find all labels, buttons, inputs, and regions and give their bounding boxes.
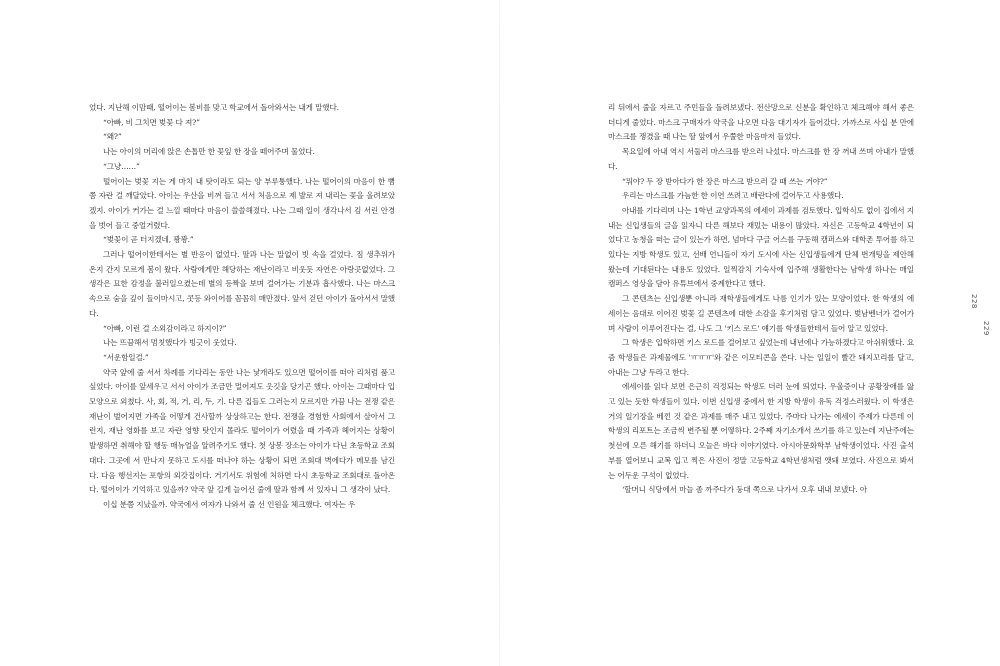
paragraph: 떨어이는 벚꽃 지는 게 마치 내 탓이라도 되는 양 부루퉁했다. 나는 떨어이의 마음이 한 뼘쯤 자란 걸 깨달았다. 아이는 우산을 비껴 들고 서서 처음으로 제 발로 져 내리는 꽃을 올려보았겠지. 아이가 커가는 걸 느낄 때마다 마음이 쓸쓸해졌다. 나는 그때 일이 생각나서 김 서린 안경을 벗어 들고 중얼거렸다. [89,176,395,230]
paragraph: 그 콘텐츠는 신입생뿐 아니라 재학생들에게도 나름 인기가 있는 모양이었다. 한 학생의 에세이는 음대로 이어진 벚꽃 길 콘텐츠에 대한 소감을 후기처럼 담고 있었다. 벚남벤너가 걸어가며 사람이 이루어진다는 걸, 나도 그 '키스 로드' 얘기를 학생들한테서 들어 알고 있었다. [608,294,914,333]
paragraph: 에세이를 읽다 보면 은근히 걱정되는 학생도 더러 눈에 띄었다. 우울증이나 공황장애를 앓고 있는 듯한 학생들이 있다. 이번 신입생 중에서 한 지방 학생이 유독 걱정스러웠다. 이 학생은 거의 일기장을 베낀 것 같은 과제를 매주 내고 있었다. 주마다 나가는 에세이 주제가 다른데 이 학생의 리포트는 조금씩 변주될 뿐 어떻하다. 2주째 자기소개서 쓰기를 하고 있는데 지난주에는 첫선에 오른 해기를 하더니 오늘은 바다 이야기였다. 아시아문화학부 남학생이었다. 사진 출석부를 열어보니 교복 입고 찍은 사진이 정말 고등학교 4학년생처럼 앳돼 보였다. 사진으로 봐서는 어두운 구석이 없었다. [608,382,914,480]
paragraph: 었다. 지난해 이맘때, 떨어이는 봄비를 맞고 학교에서 돌아와서는 내게 말했다. [89,103,339,112]
paragraph: “그냥……” [103,161,140,171]
paragraph: 아내를 기다리며 나는 1학년 교양과목의 에세이 과제를 검토했다. 입학식도 없이 집에서 지내는 신입생들의 글을 읽자니 다른 해보다 재밌는 내용이 많았다. 자신은 고등학교 4학년이 되었다고 농청을 떠는 글이 있는가 하면, 넘마다 구글 어스를 구동해 캠퍼스와 대학촌 투어를 하고 있다는 지방 학생도 있고, 선배 언니들이 자기 도시에 사는 신입생들에게 단체 번개팅을 제안해왔는데 기대된다는 내용도 있었다. 일찍감치 기숙사에 입주해 생활한다는 남학생 하나는 매일 캠퍼스 영상을 담아 유튜브에서 중계한다고 했다. [608,205,914,289]
paragraph: 우리는 마스크를 가늠한 한 이연 쓰려고 배란다에 걸어두고 사용했다. [622,191,844,201]
paragraph: 그 학생은 입학하면 키스 로드를 걸어보고 싶었는데 내년에나 가능하겠다고 아쉬워했다. 요즘 학생들은 과제물에도 'ㅠㅠㅠ'와 같은 이모티콘을 쓴다. 나는 일일이 빨간 돼지꼬리를 달고, 아내는 그냥 두라고 한다. [608,338,914,377]
paragraph: 리 뒤에서 줄을 자르고 주민들을 돌려보냈다. 전산망으로 신분을 확인하고 체크해야 해서 좋은 더디게 줄었다. 마스크 구매자가 약국을 나오면 다음 대기자가 들어갔다. 가까스로 사십 분 만에 마스크를 쟁겼을 때 나는 딸 앞에서 우쭐한 마음마저 들었다. [608,103,914,142]
paragraph: “아빠, 비 그치면 벚꽃 다 져?” [103,117,200,127]
paragraph: 이십 분쯤 지났을까. 약국에서 여자가 나와서 줄 선 인원을 체크했다. 여자는 우 [103,499,356,509]
paragraph: “아빠, 이런 걸 소외감이라고 하지이?” [103,323,227,333]
page-number-right: 229 [982,321,990,336]
paragraph: ‘할머니 식당에서 마늘 좀 까주다가 둥대 쪽으로 나가서 오후 내내 보냈다. 아 [622,485,867,495]
paragraph: 그러나 떨어이한테서는 별 반응이 없었다. 딸과 나는 말없이 빗 속을 걸었다. 짐 생추위가 온지 간지 모르게 봄이 왔다. 사람에게만 해당하는 재난이라고 비웃듯 자연은 아랑곳없었다. 그 생각은 묘한 감정을 불러일으켰는데 별의 등짝을 보며 걸어가는 기분과 흡사했다. 나는 마스크 속으로 숨을 깊이 들이마시고, 콧등 와이어를 꼼꼼히 매만졌다. 앞서 걷던 아이가 돌아서서 말했다. [89,250,395,318]
paragraph: “뭐야? 두 장 받아다가 한 장은 마스크 받으러 갈 때 쓰는 거야?” [622,176,828,186]
page-number-left: 228 [970,294,978,309]
left-page [89,101,395,513]
paragraph: “서운함일걸.” [103,352,149,362]
paragraph: “벚꽃이 곧 터지겠네, 꽝꽝.” [103,235,194,245]
book-gutter [499,0,500,666]
paragraph: 나는 뜨끔해서 멈칫했다가 빙긋이 웃었다. [103,338,237,348]
right-page [608,101,914,498]
paragraph: “왜?” [103,132,122,142]
paragraph: 나는 아이의 머리에 앉은 손톱만 한 꽃잎 한 장을 떼어주며 물었다. [103,147,315,157]
paragraph: 약국 앞에 줄 서서 차례를 기다리는 동안 나는 낯개라도 있으면 떨어이를 떠아 리처럼 품고 싶었다. 아이를 앞세우고 서서 아이가 조금만 멀어져도 옷깃을 당기곤 했다. 아이는 그때마다 입 모양으로 외쳤다. 사, 회, 적, 거, 리, 두, 기. 다른 집들도 그러는지 모르지만 가끔 나는 전쟁 같은 재난이 벌어지면 가족을 어떻게 건사할까 상상하고는 한다. 전쟁을 경험한 사회에서 살아서 그런지, 재난 영화를 보고 자란 영향 탓인지 몰라도 떨어이가 어렸을 때 가족과 헤어지는 상황이 발생하면 취해야 할 행동 매뉴얼을 알려주기도 했다. 첫 상봉 장소는 아이가 다닌 초등학교 조회대다. 그곳에 서 만나지 못하고 도시를 떠나야 하는 상황이 되면 조회대 벽에다가 메모를 남긴다. 다음 행선지는 포항의 외갓집이다. 거기서도 위험에 처하면 다시 초등학교 조회대로 돌아온다. 떨어이가 기억하고 있을까? 약국 앞 길게 늘어선 줄에 딸과 함께 서 있자니 그 생각이 났다. [89,367,395,495]
paragraph: 목요일에 아내 역시 서둘러 마스크를 받으러 나섰다. 마스크를 한 장 꺼내 쓰며 아내가 말했다. [608,147,914,171]
